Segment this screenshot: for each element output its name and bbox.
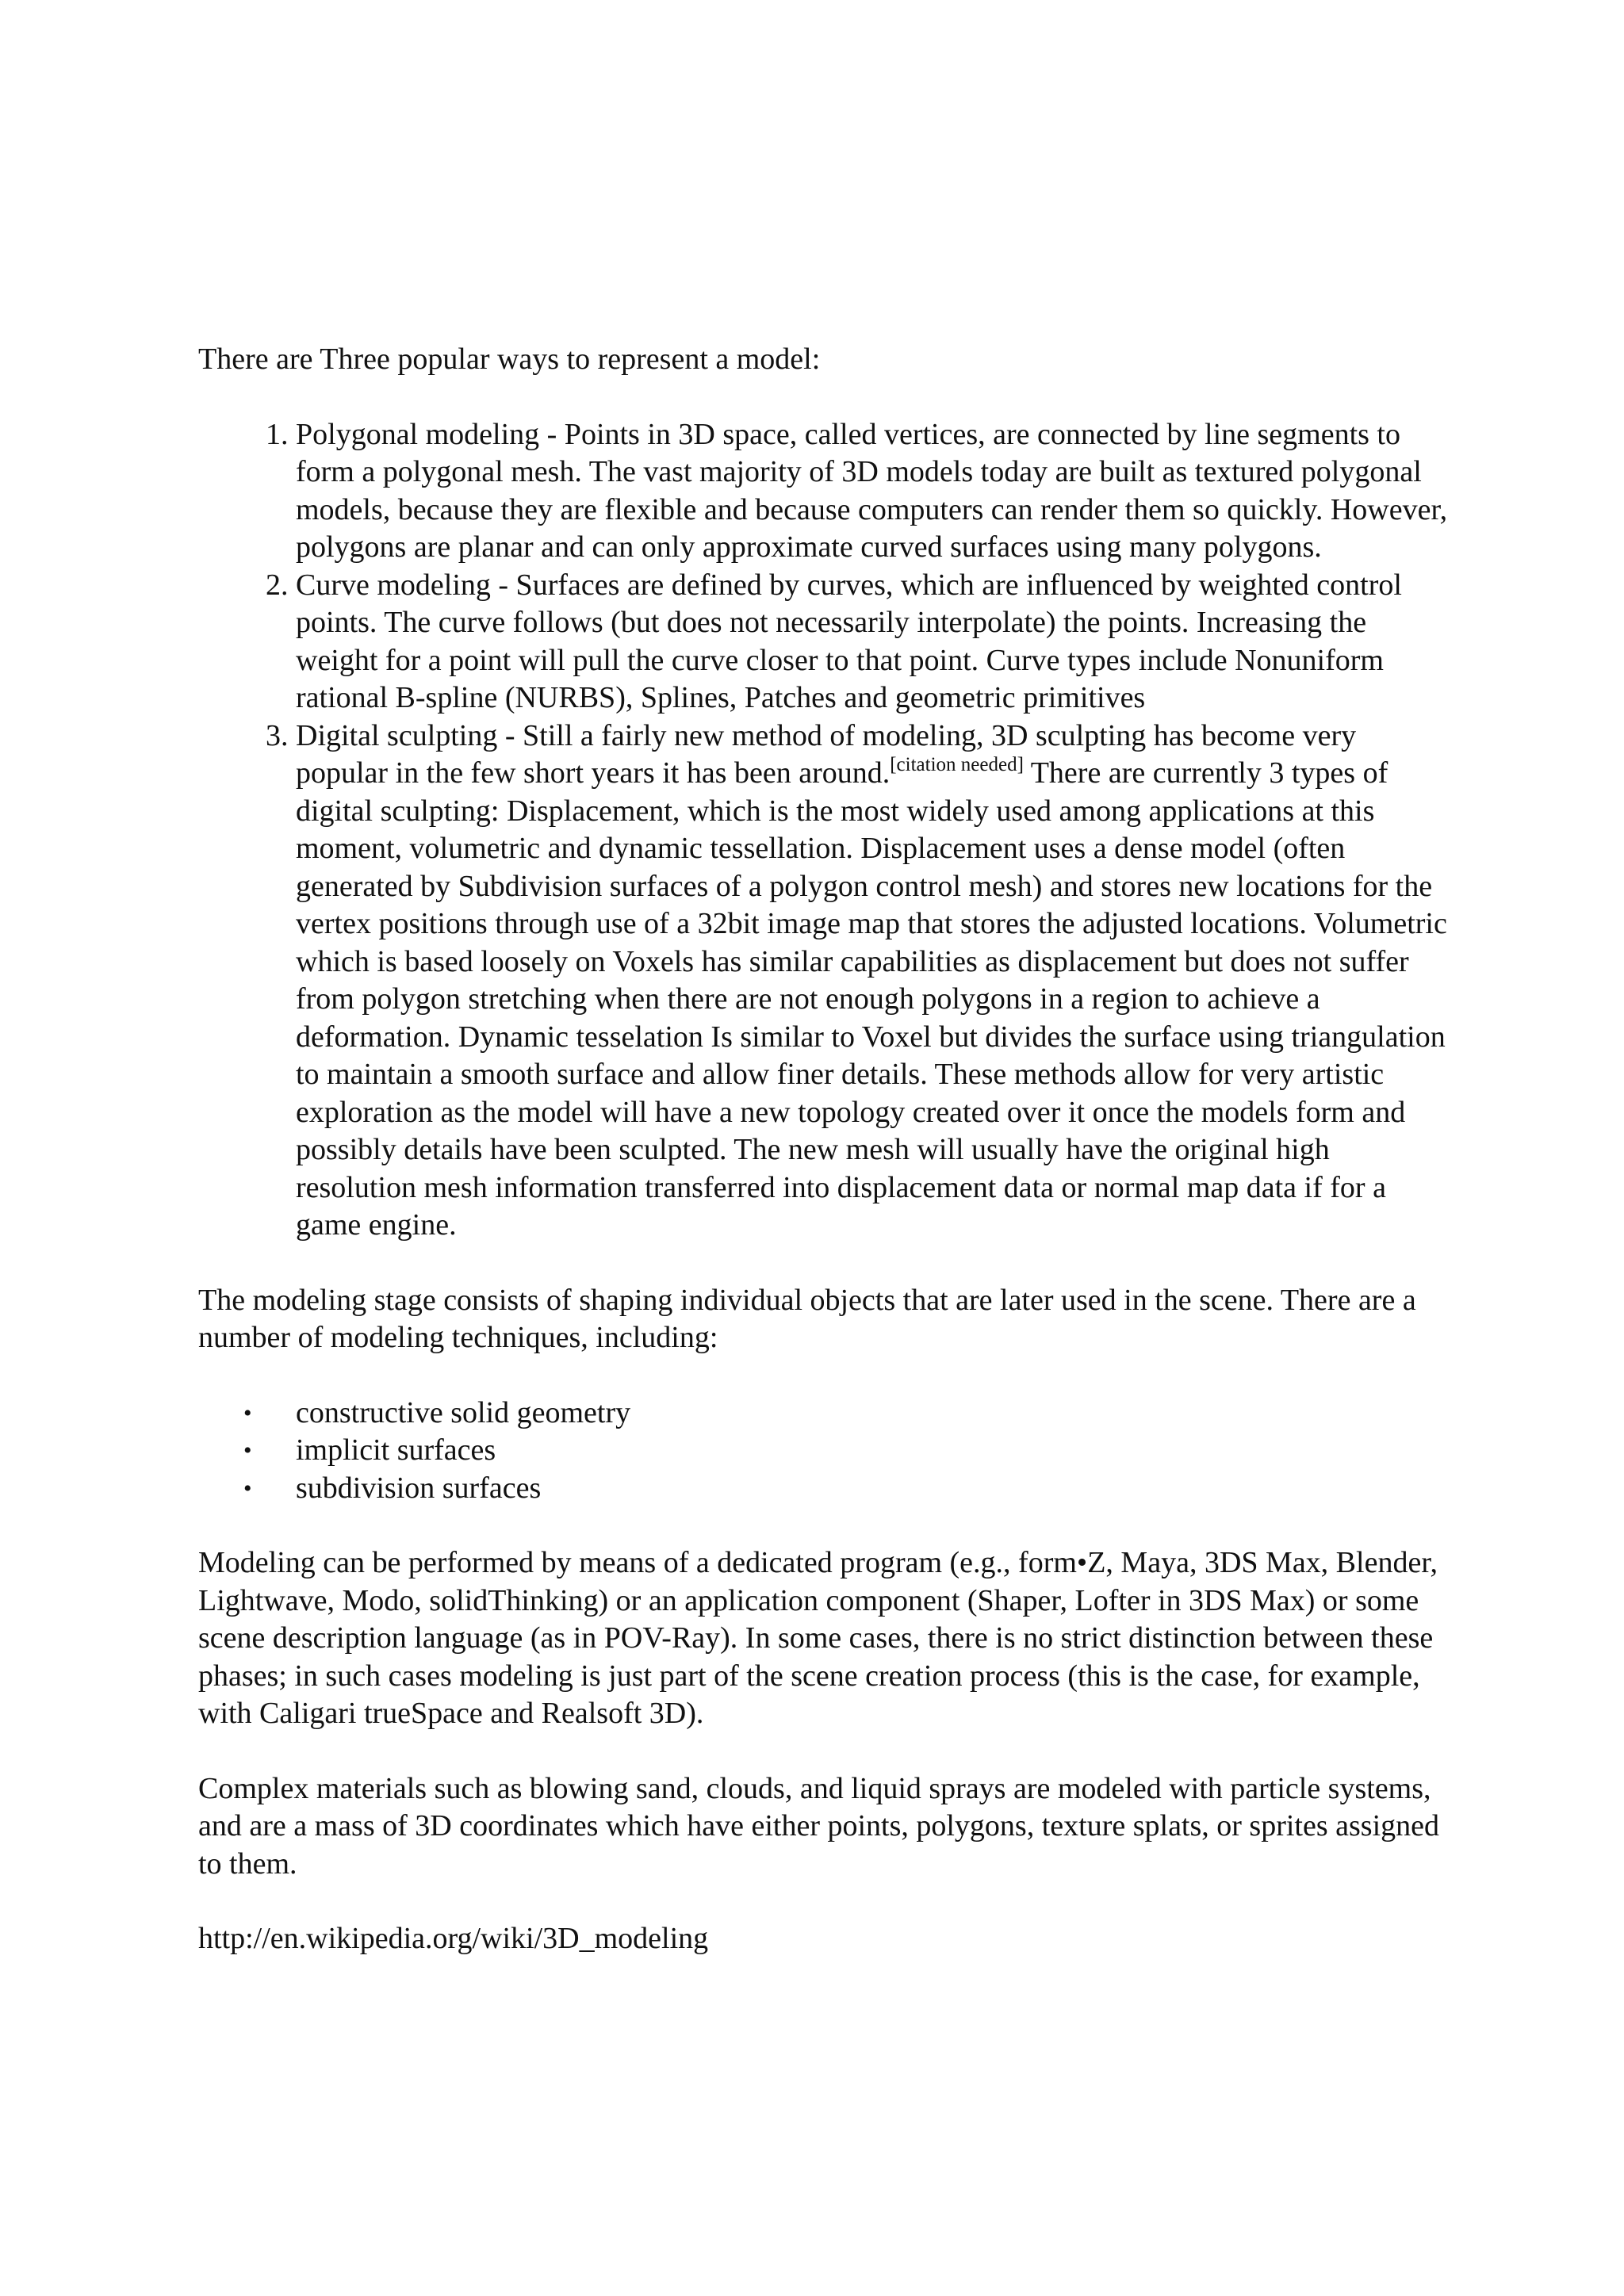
document-page [198, 341, 1451, 1958]
list-item-text: Curve modeling - Surfaces are defined by curves, which are influenced by weighted control points. The curve follows (but does not necessarily interpolate) the points. Increasing the weight for a point will pull the curve closer to that point. Curve types include Nonuniform rational B-spline (NURBS), Splines, Patches and geometric primitives [296, 568, 1402, 714]
list-item [243, 1470, 1451, 1508]
list-item-text: Digital sculpting - Still a fairly new method of modeling, 3D sculpting has become very popular in the few short years it has been around. [296, 718, 1357, 790]
citation-needed-superscript: [citation needed] [890, 754, 1024, 775]
bullet-icon: • [243, 1399, 252, 1426]
list-item-text: Polygonal modeling - Points in 3D space, called vertices, are connected by line segments to form a polygonal mesh. The vast majority of 3D models today are built as textured polygonal models, because they are flexible and because computers can render them so quickly. However, polygons are planar and can only approximate curved surfaces using many polygons. [296, 417, 1448, 564]
list-item-digital-sculpting [296, 718, 1451, 1245]
materials-paragraph: Complex materials such as blowing sand, clouds, and liquid sprays are modeled with particle systems, and are a mass of 3D coordinates which have either points, polygons, texture splats, or sprites assigned to them. [198, 1771, 1440, 1881]
list-item [243, 1432, 1451, 1470]
intro-paragraph: There are Three popular ways to represent a model: [198, 342, 821, 376]
bullet-icon: • [243, 1475, 252, 1502]
source-url: http://en.wikipedia.org/wiki/3D_modeling [198, 1922, 709, 1955]
list-item-curve-modeling [296, 567, 1451, 718]
list-item [243, 1395, 1451, 1433]
model-representation-list [198, 416, 1451, 1245]
list-item-text: subdivision surfaces [296, 1471, 542, 1505]
list-item-text: implicit surfaces [296, 1433, 496, 1467]
modeling-stage-paragraph: The modeling stage consists of shaping individual objects that are later used in the scene. There are a number of modeling techniques, including: [198, 1283, 1416, 1354]
bullet-icon: • [243, 1437, 252, 1464]
programs-paragraph: Modeling can be performed by means of a dedicated program (e.g., form•Z, Maya, 3DS Max, Blender, Lightwave, Modo, solidThinking) or an application component (Shaper, Lofter in 3DS Max) or some scene description language (as in POV-Ray). In some cases, there is no strict distinction between these phases; in such cases modeling is just part of the scene creation process (this is the case, for example, with Caligari trueSpace and Realsoft 3D). [198, 1546, 1438, 1730]
list-item-text-continued: There are currently 3 types of digital sculpting: Displacement, which is the most widely used among applications at this moment, volumetric and dynamic tessellation. Displacement uses a dense model (often generated by Subdivision surfaces of a polygon control mesh) and stores new locations for the vertex positions through use of a 32bit image map that stores the adjusted locations. Volumetric which is based loosely on Voxels has similar capabilities as displacement but does not suffer from polygon stretching when there are not enough polygons in a region to achieve a deformation. Dynamic tesselation Is similar to Voxel but divides the surface using triangulation to maintain a smooth surface and allow finer details. These methods allow for very artistic exploration as the model will have a new topology created over it once the models form and possibly details have been sculpted. The new mesh will usually have the original high resolution mesh information transferred into displacement data or normal map data if for a game engine. [296, 756, 1447, 1242]
list-item-polygonal-modeling [296, 416, 1451, 567]
list-item-text: constructive solid geometry [296, 1395, 631, 1429]
modeling-techniques-list [198, 1395, 1451, 1508]
